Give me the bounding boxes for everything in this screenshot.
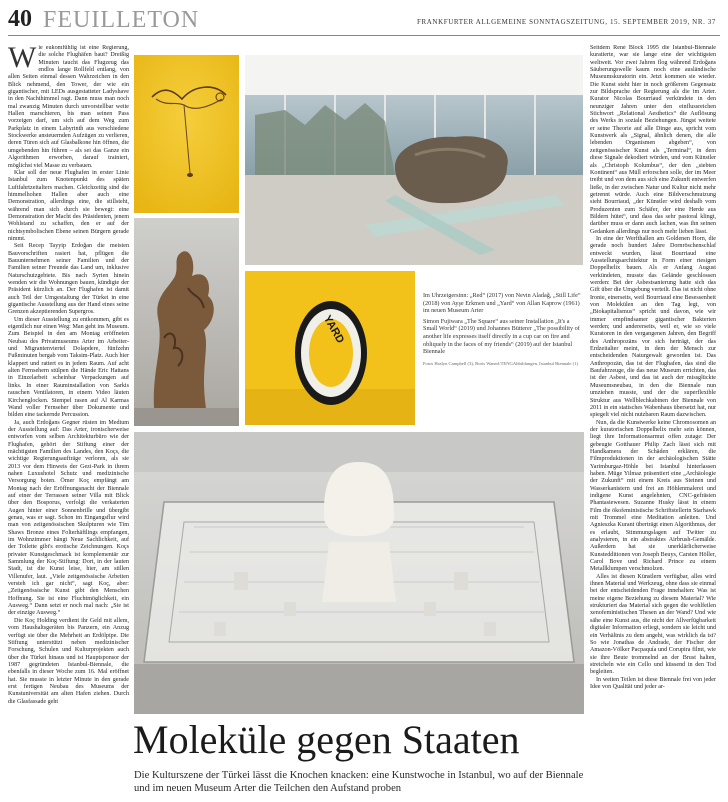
paragraph: In eine der Werfthallen am Goldenen Horn, die gerade noch hundert Jahre Dornröschenschlaf entweckt wurden, lässt Bourriaud eine Ausstellungsarchitektur in Form einer riesigen Doppelhelix bauen. Als er Anfang August verkündeten, musste das Gelände geschlossen werden: Bei der Asbestsanierung hatte sich das Gift über die Umgebung verteilt. Das ist nicht ohne Ironie, einerseits, weil Bourriaud eine Besessenheit von Molekülen an den Tag legt, von „Biokapitalismus“ spricht und davon, wie wir immer empfindsamer gigantischer Bakterien werden; und andererseits, weil er, wie so viele Kuratoren in den vergangenen Jahren, den Begriff des Anthropozäns vor sich herträgt, der das Erdzeitalter meint, in dem der Mensch zur entscheidenden Naturgewalt geworden ist. Das Anthropozän, das ist der Flughafen, das sind die Baufahrzeuge, die das neue Museum errichten, das ist der Asbest, und das ist auch der missglückte Museumsneubau, in den die Biennale nun umziehen musste, und der die superflexible Struktur aus Wellblechkabinen der Biennale von 2011 in ein statisches Wabenhaus übersetzt hat, nur spiegelt viel nicht nutzbaren Raum dazwischen. [590,235,716,419]
header-rule [8,35,720,36]
paragraph: Die Koç Holding verdient ihr Geld mit allem, vom Haushaltsgeräten bis Panzern, ein Anzug verfügt sie über die Mehrheit an Erdölpipe. Die Stiftung unterstützt neben medizinischer Forschung, Schulen und Kulturprojekten auch über die Türkei hinaus und ist Hauptsponsor der 1987 gegründeten Istanbul-Biennale, die ebenfalls in dieser Woche zum 16. Mal eröffnet hat. Sie musste in letzter Minute in den gerade erst fertigen Neubau des Museums der Kunstuniversität am alten Hafen ziehen. Durch die Glasfassade geht [8,617,129,705]
paragraph: Seitdem René Block 1995 die Istanbul-Biennale kuratierte, war sie lange eine der wichtigsten weltweit. Vor zwei Jahren flog während Erdoğans Säuberungswelle kaum noch eine ausländische Museumskuratorin ein. Jetzt kommen sie wieder. Die Kunst steht hier in noch größerem Gegensatz zur Bildsprache der Regierung als die im Arter. Kurator Nicolas Bourriaud verkündete in den neunziger Jahren unter den einflussreichen Stichwort „Relational Aesthetics“ die Auflösung des Werks in soziale Beziehungen. Jüngst weitete er seine Theorie auf alle Dinge aus, spricht vom Kunstwerk als „Signal, ähnlich denen, die alle lebenden Organismen abgeben“, von zeitgenössischer Kunst als „Terminal“, in dem diese Signale dekodiert würden, und vom Künstler als „Christoph Kolumbus“, der den „siebten Kontinent“ aus Müll erforschen solle, der im Meer treibt und von dem aus sich eine Zukunft entwerfen ließe, in der zwischen Natur und Kultur nicht mehr getrennt würde. Auch eine Bildverschmutzung sieht Bourriaud, „der Künstler wird deshalb vom Produzenten zum Schäfer, der eine Herde aus Bildern hütet“, und dass das sehr pastoral klingt, darüber muss er dann auch lachen, was ihn seinen Gedanken allerdings nur noch mehr lieben lässt. [590,45,716,235]
photo-wire-sculpture [134,55,239,213]
paragraph: Klar soll der neue Flughafen in erster Linie Istanbul zum Knotenpunkt des späten Luftfahrtzeitalters machen. Gleichzeitig sind die himmelhohen Hallen aber auch eine Demonstration, allerdings eine, die stillsteht, während man sich durch sie bewegt: eine Demonstration der Macht des Präsidenten, jenem Wohlstand zu schaffen, den er auf der nichtsymbolischen Ebene seinen Bürgern gerade nimmt. [8,169,129,242]
paragraph: Seit Recep Tayyip Erdoğan die meisten Bauvorschriften rasiert hat, pflügen die Bauunternehmen seiner Familien und der Familien seiner Freunde das Land um, inklusive Naturschutzgebiete. Bis nach Syrien hinein wenden wir die Wohnungen bauen, kündigte der Präsident kürzlich an. Der Flughafen ist damit auch Teil der Umgestaltung der Türkei in eine gigantische Ausstellung aus der Hand eines seine Grenzen akzeptierenden Supergros. [8,243,129,316]
photo-glass-model [134,432,584,714]
paragraph: In weiten Teilen ist diese Biennale frei von jeder Idee von Qualität und jeder ar- [590,676,716,690]
paragraph: Ja, auch Erdoğans Gegner rüsten im Medium der Ausstellung auf: Das Arter, ironischerweise entworfen vom selben Architekturbüro wie der Flughafen, gehört der Stiftung einer der mächtigsten Familien des Landes, den Koçs, die wichtige Regierungsaufträge verloren, als sie 2013 vor dem Hinweis der Gezi-Park in ihrem nahen Luxushotel Schutz und medizinische Versorgung boten. Ömer Koç empfängt am Montag nach der Eröffnungsnacht der Biennale auf einer der Terrassen seiner Villa mit Blick über den Bosporus, verfolgt die verkaterten Augen hinter einer Sonnenbrille und übergibt genau, was er sagt. Schon im Eingangsflur wird man von zeitgenössischen Skulpturen wie Tim Shaws Bronze eines Folterhäftlings empfangen, im Wohnzimmer hängt Neue Sachlichkeit, auf der Toilette gibt's erotische Zeichnungen. Koçs privater Kunstgeschmack ist komplementär zur Sammlung der Koç-Stiftung: Dort, in der lauten Stadt, ist die Kunst leise, hier, am stillen Villenufer, laut. „Viele zeitgenössische Arbeiten versteh ich gar nicht“, sagt Koç, aber: „Zeitgenössische Kunst gibt den Menschen Hoffnung. Sie ist eine Fluchtmöglichkeit, ein Ausweg.“ Dann setzt er noch mal nach: „Sie ist der einzige Ausweg.“ [8,419,129,617]
issue-line: FRANKFURTER ALLGEMEINE SONNTAGSZEITUNG, 15. SEPTEMBER 2019, NR. 37 [417,18,716,26]
paragraph: Nun, da die Kunstwerke keine Chromosomen an der kuratorischen Doppelhelix mehr sein können, liegt ihre Informationsarmut offen zutage: Der gebeugte Gotthauer Philip Zach lässt sich mit Handkamera der Schäden erklären, die Filmproduktionen in der archäologischen Stätte Yarimburgaz-Höhle bei Istanbul hinterlassen haben. Müge Yilmaz präsentiert eine „Archäologie der Zukunft“ mit einem Kreis aus Steinen und Wasserkanistern und frei an Höhlenmalerei und indigene Kunst angelehnten, CNC-gefrästen Phantasiewesen. Suzanne Husky lässt in einem Film die ökofeministische Schriftstellerin Starhawk mit Trommel eine Meditation anleiten. Und Agnieszka Kurant überträgt einen Algorithmus, der es erlaubt, Stimmungslagen auf Twitter zu analysieren, in ein abstraktes Airbrush-Gemälde. Außerdem hat sie unerklärlicherweise Kunstedditionen von Joseph Beuys, Carsten Höller, Carol Bove und Richard Prince zu einem Metallklumpen verschmolzen. [590,419,716,573]
article-headline: Moleküle gegen Staaten [133,717,520,762]
section-title: FEUILLETON [43,7,200,33]
page-number: 40 [8,6,32,32]
photo-credit: Fotos Haslyn Campbell (3), Boris Wanerl/TENGAbbildungen, Istanbul Biennale (1) [423,360,578,366]
paragraph: Um dieser Ausstellung zu entkommen, gibt es eigentlich nur einen Weg: Man geht ins Museum. Zum Beispiel in den am Montag eröffneten Neubau des Privatmuseums Arter im Arbeiter- und Migrantenviertel Dolapdere, fünfzehn Fußminuten bergab vom Taksim-Platz. Auch hier klappert und rattert es in jedem Raum. Auf acht alten Fernsehern stülpen die Hände Eric Hattans in Einzelarbeit scheinbar Verpackungen auf links. In einer Rauminstallation von Sarkis rauschen Ventilatoren, in einem Video läuten Kirchenglocken. Stempel rasen auf Al Karmas Wand voller Fernseher über Dokumente und bilden eine tackernde Percussion. [8,316,129,419]
article-column-1 [8,45,129,797]
photo-stone-on-glass [245,55,583,265]
paragraph: Alles ist diesen Künstlern verfügbar, alles wird ihnen Material und Werkzeug, ohne dass sie einmal bei der entscheidenden Frage innehalten: Was ist meine eigene Beziehung zu diesem Material? Wie strukturiert das Material sich gegen die wohlfeilen xenofeministischen Thesen an der Wand? Und wie sähe eine Kunst aus, die nicht der Allverfügbarkeit digitaler Information erliegt, sondern sie leicht und ein Verhältnis zu dem angeht, was wirklich da ist? So wie Jonathas de Andrade, der Fischer der Amazon-Völker Pacpaquía und Corupira filmt, wie sie ihre Beute trommelnd an der Brust halten, streicheln wie ein Cello und küssend in den Tod begleiten. [590,573,716,676]
drop-cap: W [8,45,37,74]
article-column-3 [590,45,716,797]
image-caption [423,292,583,366]
paragraph: ie eukomfühlig ist eine Regierung, die solche Flughäfen baut? Dreißig Minuten taucht das Flugzeug das endlos lange Rollfeld entlang, von allen Seiten einmal dessen Wahrzeichen in den Blick nehmend, den Tower, der wie ein gigantischer, mit LEDs ausgestatteter Ladyshave in den Nachthimmel ragt. Dann muss man noch mal zwanzig Minuten durch unvorstellbar weite Hallen marschieren, bis man seinen Pass vorzeigen darf, um sich auf dem Weg zum Parkplatz in einem Labyrinth aus verschiedene Stockwerke ansteuernden Aufzügen zu verlieren, deren Türen sich auf Glasbalkone hin öffnen, die umgebenden hin führen – als sei das Ganze ein Algorithmen erworben, darauf trainiert, möglichst viel Masse zu verbauen. [8,45,129,169]
article-subheadline: Die Kulturszene der Türkei lässt die Knochen knacken: eine Kunstwoche in Istanbul, wo auf der Biennale und im neuen Museum Arter die Teilchen den Aufstand proben [134,770,584,794]
caption-second: Simon Fujiwara „The Square“ aus seiner Installation „It's a Small World“ (2019) und Johannes Bütterer „The possibility of another life expresses itself directly in a cup car on fire and obliquely in the faces of my friends“ (2019) auf der Istanbul Biennale [423,317,580,356]
photo-tire-yard [245,271,415,425]
photo-bronze-figures [134,218,239,426]
svg-text:YARD: YARD [320,313,347,346]
page-header [8,6,720,32]
caption-main: Im Uhrzeigersinn: „Red“ (2017) von Nevin Aladağ, „Still Life“ (2018) von Ayşe Erkmen und „Yard“ von Allan Kaprow (1961) im neuen Museum Arter [423,292,581,315]
